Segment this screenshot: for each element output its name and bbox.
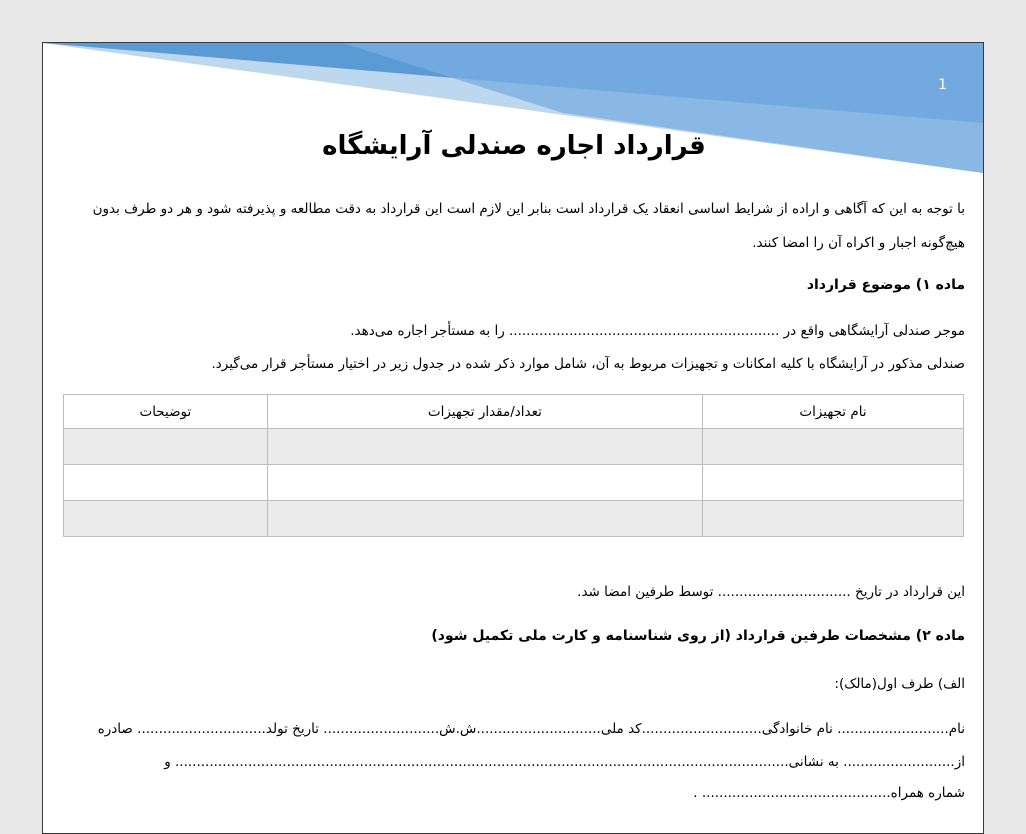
party-a-address-line: از.......................... به نشانی............................................................................................................................................... و: [164, 754, 965, 770]
table-cell[interactable]: [64, 429, 268, 465]
table-cell[interactable]: [703, 429, 964, 465]
intro-paragraph: با توجه به این که آگاهی و اراده از شرایط اساسی انعقاد یک قرارداد است بنابر این لازم است این قرارداد به دقت مطالعه و پذیرفته شود و هر دو طرف بدون هیچ‌گونه اجبار و اکراه آن را امضا کنند.: [92, 201, 965, 251]
header-banner: [43, 43, 983, 183]
table-row: [64, 465, 964, 501]
table-cell[interactable]: [267, 465, 702, 501]
page-number: 1: [938, 77, 947, 93]
article1-heading: ماده ۱) موضوع قرارداد: [806, 277, 965, 293]
article2-heading: ماده ۲) مشخصات طرفین قرارداد (از روی شناسنامه و کارت ملی تکمیل شود): [431, 628, 965, 644]
party-a-name-line: نام.......................... نام خانوادگی............................کد ملی.............................ش.ش........................... تاریخ تولد.............................. صادره: [97, 721, 965, 737]
party-a-label: الف) طرف اول(مالک):: [834, 676, 965, 692]
table-cell[interactable]: [703, 501, 964, 537]
article1-line1: موجر صندلی آرایشگاهی واقع در ............................................................... را به مستأجر اجاره می‌دهد.: [350, 323, 965, 339]
party-a-phone-line: شماره همراه............................................ .: [693, 785, 965, 801]
table-cell[interactable]: [64, 465, 268, 501]
signing-line: این قرارداد در تاریخ ............................... توسط طرفین امضا شد.: [577, 584, 965, 600]
header-equipment-quantity: تعداد/مقدار تجهیزات: [267, 395, 702, 429]
table-cell[interactable]: [267, 429, 702, 465]
table-cell[interactable]: [267, 501, 702, 537]
header-equipment-notes: توضیحات: [64, 395, 268, 429]
equipment-table-header-row: [64, 395, 964, 429]
table-cell[interactable]: [64, 501, 268, 537]
table-row: [64, 501, 964, 537]
document-title: قرارداد اجاره صندلی آرایشگاه: [322, 131, 706, 161]
equipment-table: [63, 394, 964, 537]
article1-line2: صندلی مذکور در آرایشگاه با کلیه امکانات و تجهیزات مربوط به آن، شامل موارد ذکر شده در جدول زیر در اختیار مستأجر قرار می‌گیرد.: [211, 356, 965, 372]
table-cell[interactable]: [703, 465, 964, 501]
header-equipment-name: نام تجهیزات: [703, 395, 964, 429]
document-page: [42, 42, 984, 834]
table-row: [64, 429, 964, 465]
